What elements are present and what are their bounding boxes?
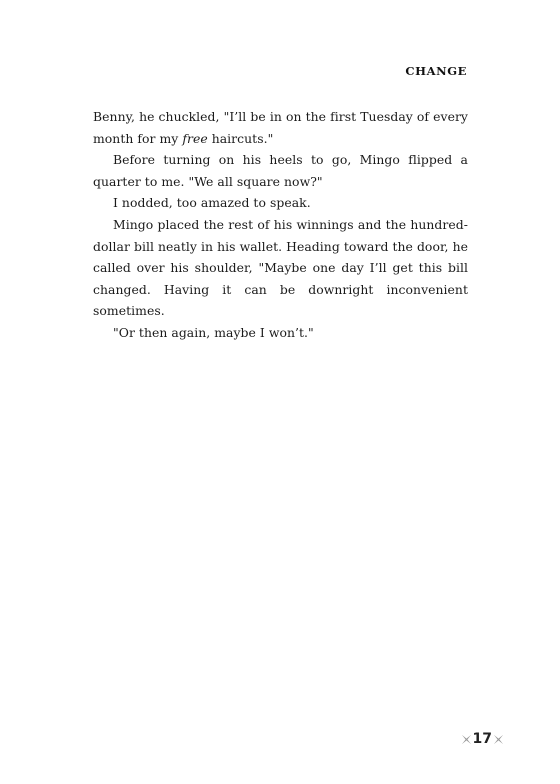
page-number: 17 bbox=[472, 731, 492, 747]
paragraph-5: "Or then again, maybe I won’t." bbox=[113, 324, 314, 340]
page-folio bbox=[461, 731, 504, 747]
cross-ornament-icon bbox=[493, 734, 504, 745]
paragraph-1 bbox=[93, 106, 468, 149]
running-head: CHANGE bbox=[405, 64, 467, 78]
cross-ornament-icon bbox=[461, 734, 472, 745]
paragraph-4: Mingo placed the rest of his winnings and the hundred-dollar bill neatly in his wallet. Heading toward the door, he called over his shoulder, "Maybe one day I’ll get this bill changed. Having it can be downright inconvenient sometimes. bbox=[93, 216, 468, 319]
body-text bbox=[93, 106, 468, 344]
paragraph-1-start: Benny, he chuckled, "I’ll be in on the first Tuesday of every month for my bbox=[93, 109, 468, 146]
paragraph-3: I nodded, too amazed to speak. bbox=[113, 195, 311, 211]
paragraph-2: Before turning on his heels to go, Mingo flipped a quarter to me. "We all square now?" bbox=[93, 152, 468, 189]
paragraph-1-end: haircuts." bbox=[207, 130, 274, 146]
paragraph-1-emphasis: free bbox=[182, 130, 208, 146]
